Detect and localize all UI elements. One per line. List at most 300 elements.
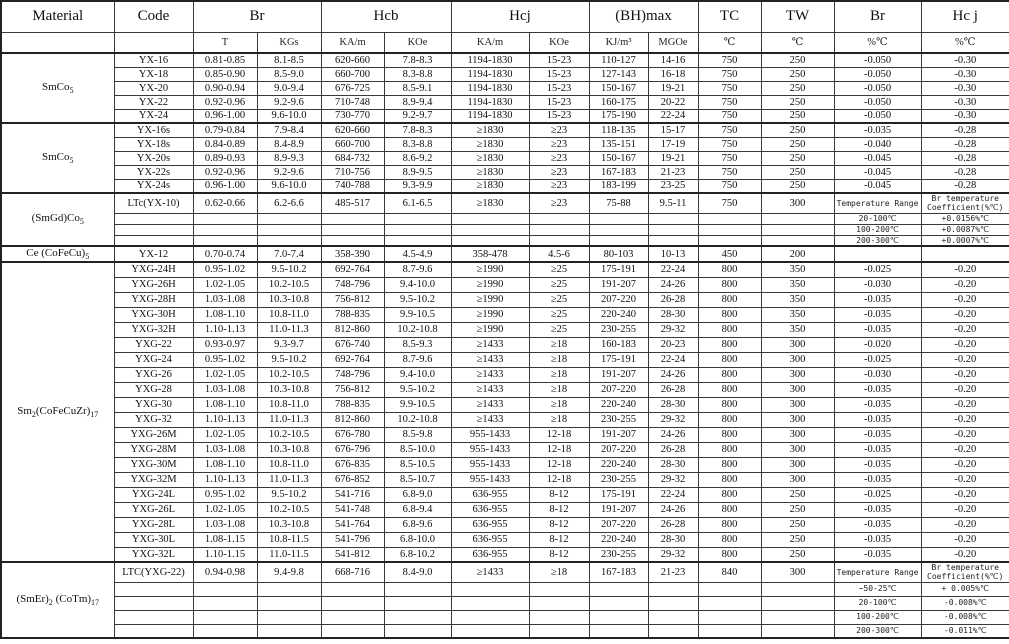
unit-tc: ℃	[698, 32, 761, 53]
cell-tc: 750	[698, 165, 761, 179]
cell-temp-range: 200-300℃	[834, 624, 921, 638]
cell-bhmax-kj: 183-199	[589, 179, 648, 193]
cell-hcj-coef	[921, 246, 1009, 262]
cell-tw: 300	[761, 337, 834, 352]
cell-tc: 840	[698, 562, 761, 582]
cell-br-kgs	[257, 213, 321, 224]
cell-hcb-kam: 756-812	[321, 382, 384, 397]
cell-hcj-koe: 15-23	[529, 53, 589, 67]
cell-br-coef: -0.030	[834, 367, 921, 382]
cell-hcj-coef: -0.20	[921, 442, 1009, 457]
cell-br-t	[193, 224, 257, 235]
cell-hcb-kam: 692-764	[321, 352, 384, 367]
cell-tc: 800	[698, 442, 761, 457]
cell-hcj-coef: -0.20	[921, 532, 1009, 547]
cell-hcj-kam: ≥1830	[451, 179, 529, 193]
cell-bhmax-kj: 220-240	[589, 532, 648, 547]
cell-br-t: 0.95-1.02	[193, 487, 257, 502]
table-row	[1, 322, 1009, 337]
cell-tw: 300	[761, 457, 834, 472]
cell-br-coef: -0.035	[834, 322, 921, 337]
cell-hcb-kam: 541-812	[321, 547, 384, 562]
cell-tc: 800	[698, 322, 761, 337]
header-tw: TW	[761, 1, 834, 32]
unit-br-kgs: KGs	[257, 32, 321, 53]
cell-tw: 200	[761, 246, 834, 262]
cell-hcj-koe: 15-23	[529, 81, 589, 95]
cell-tw: 250	[761, 151, 834, 165]
table-row	[1, 367, 1009, 382]
cell-bhmax-mgoe: 29-32	[648, 412, 698, 427]
cell-hcj-kam: ≥1433	[451, 367, 529, 382]
table-row	[1, 292, 1009, 307]
unit-bhmax-kj: KJ/m³	[589, 32, 648, 53]
cell-br-coef	[834, 246, 921, 262]
cell-hcj-coef: -0.20	[921, 337, 1009, 352]
cell-bhmax-kj	[589, 596, 648, 610]
cell-code: YX-20s	[114, 151, 193, 165]
cell-br-t: 1.03-1.08	[193, 442, 257, 457]
cell-bhmax-kj	[589, 224, 648, 235]
cell-code: YX-16s	[114, 123, 193, 137]
cell-hcj-coef: -0.20	[921, 262, 1009, 277]
cell-bhmax-mgoe: 10-13	[648, 246, 698, 262]
cell-temp-coef: +0.0007%℃	[921, 235, 1009, 246]
cell-hcb-koe: 8.5-9.8	[384, 427, 451, 442]
cell-br-kgs: 9.5-10.2	[257, 262, 321, 277]
cell-hcj-koe: 8-12	[529, 487, 589, 502]
cell-hcb-koe: 10.2-10.8	[384, 412, 451, 427]
cell-bhmax-mgoe: 19-21	[648, 151, 698, 165]
cell-br-coef: -0.035	[834, 457, 921, 472]
cell-br-kgs: 9.5-10.2	[257, 352, 321, 367]
table-row	[1, 457, 1009, 472]
cell-tw: 350	[761, 307, 834, 322]
cell-hcj-coef: -0.30	[921, 67, 1009, 81]
cell-hcj-kam: 1194-1830	[451, 109, 529, 123]
cell-hcj-koe: ≥18	[529, 382, 589, 397]
cell-br-t	[193, 582, 257, 596]
cell-tw: 250	[761, 517, 834, 532]
cell-hcj-kam: ≥1830	[451, 137, 529, 151]
cell-br-coef: -0.045	[834, 151, 921, 165]
unit-hcj-koe: KOe	[529, 32, 589, 53]
cell-bhmax-kj	[589, 582, 648, 596]
cell-temp-range: 100-200℃	[834, 224, 921, 235]
cell-hcj-koe: 8-12	[529, 547, 589, 562]
cell-bhmax-mgoe: 17-19	[648, 137, 698, 151]
cell-br-t: 1.02-1.05	[193, 427, 257, 442]
cell-br-coef: -0.035	[834, 123, 921, 137]
cell-hcb-kam	[321, 582, 384, 596]
cell-br-t: 0.94-0.98	[193, 562, 257, 582]
table-row	[1, 151, 1009, 165]
cell-br-kgs: 8.4-8.9	[257, 137, 321, 151]
header-br-coef: Br	[834, 1, 921, 32]
cell-br-coef: -0.035	[834, 517, 921, 532]
cell-bhmax-mgoe: 21-23	[648, 165, 698, 179]
cell-hcb-kam: 668-716	[321, 562, 384, 582]
cell-hcj-kam	[451, 582, 529, 596]
cell-tw: 300	[761, 382, 834, 397]
cell-br-coef: -0.045	[834, 179, 921, 193]
cell-bhmax-mgoe: 29-32	[648, 547, 698, 562]
cell-hcj-coef: -0.20	[921, 502, 1009, 517]
cell-tw: 250	[761, 53, 834, 67]
cell-br-kgs: 11.0-11.3	[257, 412, 321, 427]
cell-hcj-coef: -0.20	[921, 472, 1009, 487]
cell-bhmax-mgoe: 22-24	[648, 352, 698, 367]
cell-hcj-koe: ≥25	[529, 262, 589, 277]
header-hcj-coef: Hc j	[921, 1, 1009, 32]
cell-hcb-kam: 710-748	[321, 95, 384, 109]
cell-hcj-koe: 15-23	[529, 67, 589, 81]
temp-coefficient-row	[1, 624, 1009, 638]
cell-hcj-koe: ≥18	[529, 367, 589, 382]
cell-br-t: 1.08-1.15	[193, 532, 257, 547]
cell-hcb-kam	[321, 213, 384, 224]
cell-hcb-koe: 8.5-10.0	[384, 442, 451, 457]
table-row	[1, 397, 1009, 412]
cell-tc: 800	[698, 307, 761, 322]
cell-hcb-koe: 6.8-10.0	[384, 532, 451, 547]
cell-hcb-koe	[384, 235, 451, 246]
cell-hcj-coef: -0.20	[921, 487, 1009, 502]
cell-hcj-koe: ≥23	[529, 179, 589, 193]
cell-tc: 800	[698, 277, 761, 292]
cell-hcj-coef: -0.20	[921, 457, 1009, 472]
cell-hcb-kam: 676-835	[321, 457, 384, 472]
cell-hcj-coef: -0.20	[921, 367, 1009, 382]
cell-bhmax-kj	[589, 624, 648, 638]
table-row	[1, 532, 1009, 547]
cell-tw: 350	[761, 277, 834, 292]
cell-hcb-koe: 8.7-9.6	[384, 352, 451, 367]
cell-hcb-koe: 8.4-9.0	[384, 562, 451, 582]
cell-hcj-koe: ≥23	[529, 123, 589, 137]
cell-hcj-koe	[529, 224, 589, 235]
cell-br-coef: -0.035	[834, 502, 921, 517]
cell-hcj-koe	[529, 610, 589, 624]
unit-br-t: T	[193, 32, 257, 53]
header-br-group: Br	[193, 1, 321, 32]
cell-br-t: 1.03-1.08	[193, 517, 257, 532]
cell-br-kgs: 11.0-11.5	[257, 547, 321, 562]
unit-hcj-coef: %℃	[921, 32, 1009, 53]
cell-bhmax-kj: 167-183	[589, 165, 648, 179]
cell-br-t: 0.96-1.00	[193, 109, 257, 123]
cell-tc: 800	[698, 427, 761, 442]
cell-hcb-kam: 660-700	[321, 67, 384, 81]
cell-hcj-coef: -0.20	[921, 352, 1009, 367]
cell-hcj-coef: -0.30	[921, 53, 1009, 67]
cell-hcb-koe: 9.9-10.5	[384, 397, 451, 412]
cell-bhmax-kj: 75-88	[589, 193, 648, 213]
cell-hcj-kam	[451, 596, 529, 610]
cell-code: YXG-32M	[114, 472, 193, 487]
cell-tc: 750	[698, 137, 761, 151]
cell-hcj-kam: 955-1433	[451, 472, 529, 487]
cell-hcj-koe: 12-18	[529, 457, 589, 472]
cell-br-t: 0.90-0.94	[193, 81, 257, 95]
cell-code: YX-20	[114, 81, 193, 95]
cell-hcb-koe: 8.5-10.7	[384, 472, 451, 487]
cell-hcb-koe	[384, 224, 451, 235]
cell-br-coef: -0.050	[834, 95, 921, 109]
cell-hcb-kam: 660-700	[321, 137, 384, 151]
cell-bhmax-mgoe: 22-24	[648, 487, 698, 502]
header-code-spacer	[114, 32, 193, 53]
cell-bhmax-kj: 230-255	[589, 322, 648, 337]
table-row	[1, 81, 1009, 95]
cell-hcb-kam: 541-764	[321, 517, 384, 532]
cell-br-coef: -0.035	[834, 442, 921, 457]
table-row	[1, 165, 1009, 179]
cell-hcj-koe: 15-23	[529, 109, 589, 123]
cell-br-kgs: 10.8-11.0	[257, 397, 321, 412]
cell-hcj-koe: ≥18	[529, 352, 589, 367]
cell-hcj-kam: 636-955	[451, 487, 529, 502]
cell-br-kgs: 9.3-9.7	[257, 337, 321, 352]
cell-hcj-kam: 636-955	[451, 517, 529, 532]
cell-hcj-coef: -0.28	[921, 137, 1009, 151]
cell-bhmax-mgoe: 29-32	[648, 322, 698, 337]
cell-hcj-coef: -0.20	[921, 547, 1009, 562]
cell-hcj-koe: ≥18	[529, 337, 589, 352]
cell-tw: 300	[761, 472, 834, 487]
cell-br-kgs: 7.0-7.4	[257, 246, 321, 262]
cell-hcb-koe	[384, 610, 451, 624]
cell-tw: 250	[761, 165, 834, 179]
table-body	[1, 53, 1009, 638]
temp-coefficient-row	[1, 596, 1009, 610]
cell-temp-range-header: Temperature Range	[834, 562, 921, 582]
cell-temp-coef: +0.0156%℃	[921, 213, 1009, 224]
cell-br-t: 1.10-1.13	[193, 322, 257, 337]
cell-br-coef: -0.035	[834, 427, 921, 442]
cell-code: YX-22	[114, 95, 193, 109]
cell-br-t: 0.92-0.96	[193, 95, 257, 109]
cell-hcb-koe	[384, 582, 451, 596]
cell-hcb-koe: 6.1-6.5	[384, 193, 451, 213]
cell-bhmax-mgoe	[648, 235, 698, 246]
cell-br-kgs	[257, 582, 321, 596]
cell-br-coef: -0.050	[834, 53, 921, 67]
cell-hcb-kam: 676-852	[321, 472, 384, 487]
cell-br-t: 1.03-1.08	[193, 292, 257, 307]
cell-code: YXG-30	[114, 397, 193, 412]
cell-hcj-kam	[451, 224, 529, 235]
cell-tw: 250	[761, 123, 834, 137]
cell-hcb-koe: 9.5-10.2	[384, 382, 451, 397]
cell-tc: 750	[698, 193, 761, 213]
table-row	[1, 472, 1009, 487]
cell-hcj-coef: -0.20	[921, 412, 1009, 427]
cell-bhmax-kj: 207-220	[589, 382, 648, 397]
table-row	[1, 67, 1009, 81]
cell-code: YXG-28M	[114, 442, 193, 457]
cell-tc: 800	[698, 367, 761, 382]
cell-bhmax-kj: 135-151	[589, 137, 648, 151]
temp-coefficient-row	[1, 582, 1009, 596]
cell-br-kgs: 8.5-9.0	[257, 67, 321, 81]
cell-br-kgs: 10.2-10.5	[257, 367, 321, 382]
table-row	[1, 337, 1009, 352]
header-hcb-group: Hcb	[321, 1, 451, 32]
cell-bhmax-kj	[589, 610, 648, 624]
cell-hcj-coef: -0.20	[921, 517, 1009, 532]
cell-tc: 800	[698, 487, 761, 502]
cell-bhmax-mgoe: 20-22	[648, 95, 698, 109]
cell-hcb-koe: 6.8-10.2	[384, 547, 451, 562]
cell-hcj-koe	[529, 596, 589, 610]
cell-code: YXG-28L	[114, 517, 193, 532]
cell-br-coef: -0.035	[834, 547, 921, 562]
cell-br-t: 1.02-1.05	[193, 367, 257, 382]
cell-temp-range-header: Temperature Range	[834, 193, 921, 213]
cell-code	[114, 596, 193, 610]
cell-br-coef: -0.035	[834, 412, 921, 427]
cell-bhmax-kj: 160-175	[589, 95, 648, 109]
cell-bhmax-mgoe: 22-24	[648, 109, 698, 123]
cell-bhmax-kj: 191-207	[589, 367, 648, 382]
cell-br-t	[193, 235, 257, 246]
cell-tc	[698, 610, 761, 624]
cell-br-kgs: 9.0-9.4	[257, 81, 321, 95]
cell-hcb-kam	[321, 610, 384, 624]
cell-br-t: 1.10-1.13	[193, 412, 257, 427]
cell-tw	[761, 224, 834, 235]
cell-tw	[761, 582, 834, 596]
cell-hcb-kam: 812-860	[321, 322, 384, 337]
cell-br-kgs: 10.3-10.8	[257, 517, 321, 532]
material-cell: SmCo$_5$	[1, 53, 114, 123]
cell-bhmax-mgoe: 20-23	[648, 337, 698, 352]
cell-br-kgs: 8.9-9.3	[257, 151, 321, 165]
cell-bhmax-kj: 220-240	[589, 457, 648, 472]
cell-br-kgs: 10.2-10.5	[257, 502, 321, 517]
cell-tc: 800	[698, 337, 761, 352]
cell-hcb-kam: 676-740	[321, 337, 384, 352]
header-bhmax-group: (BH)max	[589, 1, 698, 32]
cell-tw: 300	[761, 427, 834, 442]
table-row	[1, 307, 1009, 322]
cell-temp-coef: -0.008%℃	[921, 596, 1009, 610]
cell-bhmax-mgoe: 23-25	[648, 179, 698, 193]
cell-br-coef: -0.050	[834, 81, 921, 95]
cell-br-kgs: 10.2-10.5	[257, 277, 321, 292]
cell-bhmax-mgoe: 24-26	[648, 367, 698, 382]
cell-br-t: 1.08-1.10	[193, 307, 257, 322]
cell-hcj-koe: ≥25	[529, 307, 589, 322]
cell-bhmax-mgoe: 26-28	[648, 517, 698, 532]
cell-hcb-koe: 8.3-8.8	[384, 137, 451, 151]
cell-code: YXG-26M	[114, 427, 193, 442]
cell-br-t: 1.10-1.15	[193, 547, 257, 562]
cell-code: YXG-24H	[114, 262, 193, 277]
cell-code: YXG-32	[114, 412, 193, 427]
cell-hcj-coef: -0.20	[921, 292, 1009, 307]
cell-hcb-kam: 692-764	[321, 262, 384, 277]
material-cell: $Sm_2(CoFeCuZr)_{17}$	[1, 262, 114, 562]
cell-hcb-koe: 8.5-10.5	[384, 457, 451, 472]
cell-br-t: 1.02-1.05	[193, 277, 257, 292]
cell-br-kgs: 9.4-9.8	[257, 562, 321, 582]
cell-br-t	[193, 624, 257, 638]
cell-code: YXG-30M	[114, 457, 193, 472]
cell-hcb-kam: 710-756	[321, 165, 384, 179]
cell-br-kgs: 9.6-10.0	[257, 179, 321, 193]
cell-hcj-coef: -0.20	[921, 307, 1009, 322]
unit-tw: ℃	[761, 32, 834, 53]
cell-br-coef: -0.035	[834, 397, 921, 412]
cell-hcb-kam: 620-660	[321, 123, 384, 137]
cell-hcj-kam	[451, 213, 529, 224]
cell-hcj-koe: 12-18	[529, 472, 589, 487]
cell-tc: 800	[698, 262, 761, 277]
cell-hcb-kam: 676-725	[321, 81, 384, 95]
cell-tc: 800	[698, 517, 761, 532]
cell-bhmax-mgoe: 29-32	[648, 472, 698, 487]
cell-br-coef: -0.035	[834, 532, 921, 547]
table-row	[1, 179, 1009, 193]
material-cell: Ce $(CoFeCu)_5$	[1, 246, 114, 262]
cell-bhmax-mgoe: 24-26	[648, 277, 698, 292]
cell-bhmax-mgoe: 21-23	[648, 562, 698, 582]
cell-hcj-koe: ≥25	[529, 277, 589, 292]
temp-coefficient-row	[1, 224, 1009, 235]
cell-hcb-kam: 788-835	[321, 397, 384, 412]
cell-bhmax-mgoe: 9.5-11	[648, 193, 698, 213]
cell-code	[114, 582, 193, 596]
cell-br-kgs: 10.8-11.5	[257, 532, 321, 547]
cell-temp-range: 200-300℃	[834, 235, 921, 246]
cell-br-kgs: 10.2-10.5	[257, 427, 321, 442]
cell-bhmax-mgoe: 26-28	[648, 442, 698, 457]
cell-hcb-kam: 676-796	[321, 442, 384, 457]
cell-tw: 300	[761, 352, 834, 367]
cell-tw: 300	[761, 193, 834, 213]
cell-hcj-kam	[451, 235, 529, 246]
cell-br-kgs	[257, 224, 321, 235]
table-row	[1, 277, 1009, 292]
cell-br-kgs: 10.8-11.0	[257, 457, 321, 472]
cell-br-coef: -0.045	[834, 165, 921, 179]
table-row	[1, 382, 1009, 397]
cell-br-kgs: 10.8-11.0	[257, 307, 321, 322]
cell-hcj-koe: ≥18	[529, 397, 589, 412]
cell-code: YX-18	[114, 67, 193, 81]
cell-code: YXG-28	[114, 382, 193, 397]
cell-hcj-coef: -0.28	[921, 165, 1009, 179]
cell-bhmax-kj: 150-167	[589, 151, 648, 165]
cell-tc: 750	[698, 81, 761, 95]
cell-br-coef: -0.035	[834, 307, 921, 322]
cell-br-t: 1.02-1.05	[193, 502, 257, 517]
cell-hcj-kam: ≥1433	[451, 352, 529, 367]
cell-bhmax-mgoe: 22-24	[648, 262, 698, 277]
cell-br-t: 1.03-1.08	[193, 382, 257, 397]
cell-bhmax-kj: 167-183	[589, 562, 648, 582]
cell-br-kgs: 9.5-10.2	[257, 487, 321, 502]
cell-hcj-kam: ≥1830	[451, 165, 529, 179]
cell-bhmax-kj: 230-255	[589, 547, 648, 562]
cell-tc: 750	[698, 179, 761, 193]
cell-br-coef: -0.035	[834, 472, 921, 487]
cell-tw: 250	[761, 532, 834, 547]
cell-temp-coef: -0.008%℃	[921, 610, 1009, 624]
cell-br-t: 0.95-1.02	[193, 262, 257, 277]
